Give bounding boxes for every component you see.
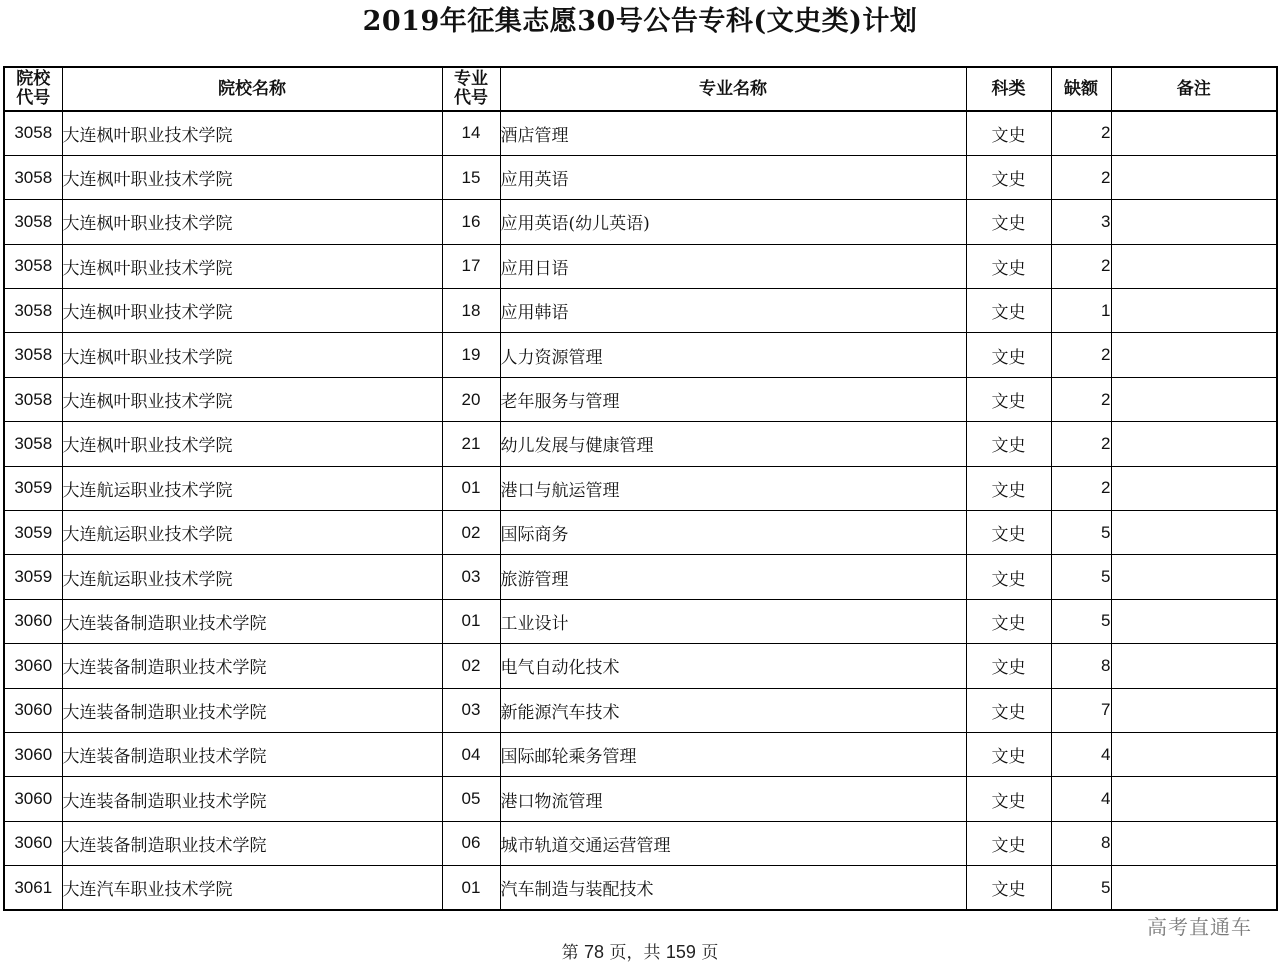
cell-major-code: 20 [442,377,500,421]
cell-category: 文史 [966,333,1051,377]
cell-school-name: 大连枫叶职业技术学院 [62,289,442,333]
cell-major-name: 国际邮轮乘务管理 [500,732,966,776]
cell-school-code: 3059 [4,466,62,510]
footer-total-pages: 159 [665,942,696,962]
table-row [4,155,1277,199]
header-major-code [442,67,500,111]
cell-school-name: 大连航运职业技术学院 [62,466,442,510]
cell-category: 文史 [966,200,1051,244]
cell-note [1111,866,1277,910]
table-row [4,644,1277,688]
cell-category: 文史 [966,688,1051,732]
cell-school-code: 3058 [4,244,62,288]
cell-major-name: 工业设计 [500,599,966,643]
cell-major-code: 06 [442,821,500,865]
cell-major-code: 04 [442,732,500,776]
table-row [4,599,1277,643]
cell-note [1111,422,1277,466]
table-row [4,333,1277,377]
cell-school-code: 3060 [4,688,62,732]
cell-major-name: 港口物流管理 [500,777,966,821]
cell-major-code: 02 [442,644,500,688]
cell-school-name: 大连装备制造职业技术学院 [62,732,442,776]
cell-major-name: 酒店管理 [500,111,966,155]
cell-quota: 2 [1051,466,1111,510]
cell-major-name: 老年服务与管理 [500,377,966,421]
cell-quota: 8 [1051,821,1111,865]
table-row [4,511,1277,555]
cell-category: 文史 [966,821,1051,865]
cell-major-code: 01 [442,599,500,643]
cell-school-code: 3060 [4,599,62,643]
cell-category: 文史 [966,377,1051,421]
cell-major-code: 15 [442,155,500,199]
cell-note [1111,732,1277,776]
cell-major-code: 14 [442,111,500,155]
cell-school-code: 3058 [4,289,62,333]
cell-major-code: 18 [442,289,500,333]
cell-note [1111,111,1277,155]
cell-note [1111,821,1277,865]
table-row [4,777,1277,821]
table-row [4,688,1277,732]
table-row [4,244,1277,288]
cell-major-name: 人力资源管理 [500,333,966,377]
cell-category: 文史 [966,732,1051,776]
cell-school-name: 大连枫叶职业技术学院 [62,244,442,288]
cell-school-name: 大连装备制造职业技术学院 [62,821,442,865]
cell-school-name: 大连装备制造职业技术学院 [62,644,442,688]
cell-school-code: 3058 [4,111,62,155]
page-footer [0,938,1280,963]
header-school-name: 院校名称 [62,67,442,111]
cell-school-code: 3059 [4,555,62,599]
table-row [4,732,1277,776]
header-major-code-line1: 专业 [454,69,488,89]
cell-category: 文史 [966,511,1051,555]
cell-major-name: 港口与航运管理 [500,466,966,510]
table-row [4,466,1277,510]
cell-major-name: 电气自动化技术 [500,644,966,688]
cell-category: 文史 [966,466,1051,510]
cell-quota: 5 [1051,866,1111,910]
cell-major-code: 01 [442,466,500,510]
cell-category: 文史 [966,644,1051,688]
cell-category: 文史 [966,111,1051,155]
cell-note [1111,289,1277,333]
header-quota: 缺额 [1051,67,1111,111]
cell-quota: 3 [1051,200,1111,244]
cell-major-code: 21 [442,422,500,466]
cell-school-code: 3058 [4,155,62,199]
cell-school-code: 3060 [4,644,62,688]
enrollment-plan-table [3,66,1278,911]
table-row [4,555,1277,599]
cell-category: 文史 [966,555,1051,599]
header-school-code [4,67,62,111]
cell-school-name: 大连枫叶职业技术学院 [62,155,442,199]
header-school-code-line2: 代号 [16,88,51,108]
cell-quota: 2 [1051,333,1111,377]
cell-school-code: 3058 [4,377,62,421]
cell-school-name: 大连枫叶职业技术学院 [62,333,442,377]
cell-quota: 2 [1051,111,1111,155]
cell-major-code: 17 [442,244,500,288]
table-row [4,289,1277,333]
cell-school-code: 3060 [4,821,62,865]
cell-school-name: 大连装备制造职业技术学院 [62,688,442,732]
cell-category: 文史 [966,244,1051,288]
cell-school-name: 大连航运职业技术学院 [62,511,442,555]
cell-major-name: 新能源汽车技术 [500,688,966,732]
cell-major-name: 旅游管理 [500,555,966,599]
cell-major-name: 应用日语 [500,244,966,288]
cell-major-code: 05 [442,777,500,821]
table-row [4,200,1277,244]
cell-school-code: 3059 [4,511,62,555]
header-major-name: 专业名称 [500,67,966,111]
cell-note [1111,244,1277,288]
table-header-row [4,67,1277,111]
cell-category: 文史 [966,422,1051,466]
header-major-code-line2: 代号 [454,88,488,108]
cell-quota: 8 [1051,644,1111,688]
cell-major-name: 应用英语(幼儿英语) [500,200,966,244]
cell-major-code: 16 [442,200,500,244]
cell-quota: 2 [1051,155,1111,199]
cell-school-code: 3058 [4,333,62,377]
cell-school-code: 3060 [4,732,62,776]
cell-major-name: 应用韩语 [500,289,966,333]
cell-major-name: 应用英语 [500,155,966,199]
cell-school-name: 大连航运职业技术学院 [62,555,442,599]
cell-note [1111,377,1277,421]
cell-category: 文史 [966,777,1051,821]
cell-school-name: 大连枫叶职业技术学院 [62,377,442,421]
footer-prefix: 第 [561,943,585,963]
cell-category: 文史 [966,866,1051,910]
cell-note [1111,777,1277,821]
header-school-code-line1: 院校 [16,69,51,89]
cell-school-code: 3060 [4,777,62,821]
cell-quota: 5 [1051,555,1111,599]
cell-note [1111,466,1277,510]
cell-quota: 4 [1051,732,1111,776]
cell-school-name: 大连装备制造职业技术学院 [62,777,442,821]
table-body [4,111,1277,910]
cell-school-name: 大连枫叶职业技术学院 [62,200,442,244]
cell-note [1111,155,1277,199]
cell-major-code: 03 [442,688,500,732]
cell-major-name: 城市轨道交通运营管理 [500,821,966,865]
header-note: 备注 [1111,67,1277,111]
cell-note [1111,644,1277,688]
cell-category: 文史 [966,599,1051,643]
cell-major-name: 国际商务 [500,511,966,555]
cell-school-code: 3058 [4,200,62,244]
cell-note [1111,599,1277,643]
cell-quota: 2 [1051,377,1111,421]
header-category: 科类 [966,67,1051,111]
cell-quota: 5 [1051,511,1111,555]
footer-suffix: 页 [695,943,719,963]
cell-quota: 7 [1051,688,1111,732]
page-title: 2019年征集志愿30号公告专科(文史类)计划 [362,6,918,37]
cell-note [1111,333,1277,377]
cell-note [1111,688,1277,732]
cell-school-name: 大连枫叶职业技术学院 [62,422,442,466]
cell-note [1111,511,1277,555]
cell-quota: 4 [1051,777,1111,821]
cell-note [1111,200,1277,244]
cell-major-code: 01 [442,866,500,910]
footer-page-number: 78 [584,942,605,962]
cell-school-code: 3061 [4,866,62,910]
cell-category: 文史 [966,289,1051,333]
table-row [4,821,1277,865]
footer-middle: 页，共 [604,943,666,963]
cell-school-name: 大连汽车职业技术学院 [62,866,442,910]
cell-quota: 1 [1051,289,1111,333]
table-row [4,866,1277,910]
cell-quota: 2 [1051,244,1111,288]
cell-school-name: 大连装备制造职业技术学院 [62,599,442,643]
cell-quota: 2 [1051,422,1111,466]
cell-note [1111,555,1277,599]
table-row [4,422,1277,466]
cell-major-code: 02 [442,511,500,555]
watermark: 高考直通车 [1147,915,1252,939]
cell-major-code: 19 [442,333,500,377]
cell-school-code: 3058 [4,422,62,466]
cell-school-name: 大连枫叶职业技术学院 [62,111,442,155]
cell-major-code: 03 [442,555,500,599]
cell-major-name: 汽车制造与装配技术 [500,866,966,910]
table-row [4,111,1277,155]
table-row [4,377,1277,421]
cell-category: 文史 [966,155,1051,199]
cell-major-name: 幼儿发展与健康管理 [500,422,966,466]
cell-quota: 5 [1051,599,1111,643]
